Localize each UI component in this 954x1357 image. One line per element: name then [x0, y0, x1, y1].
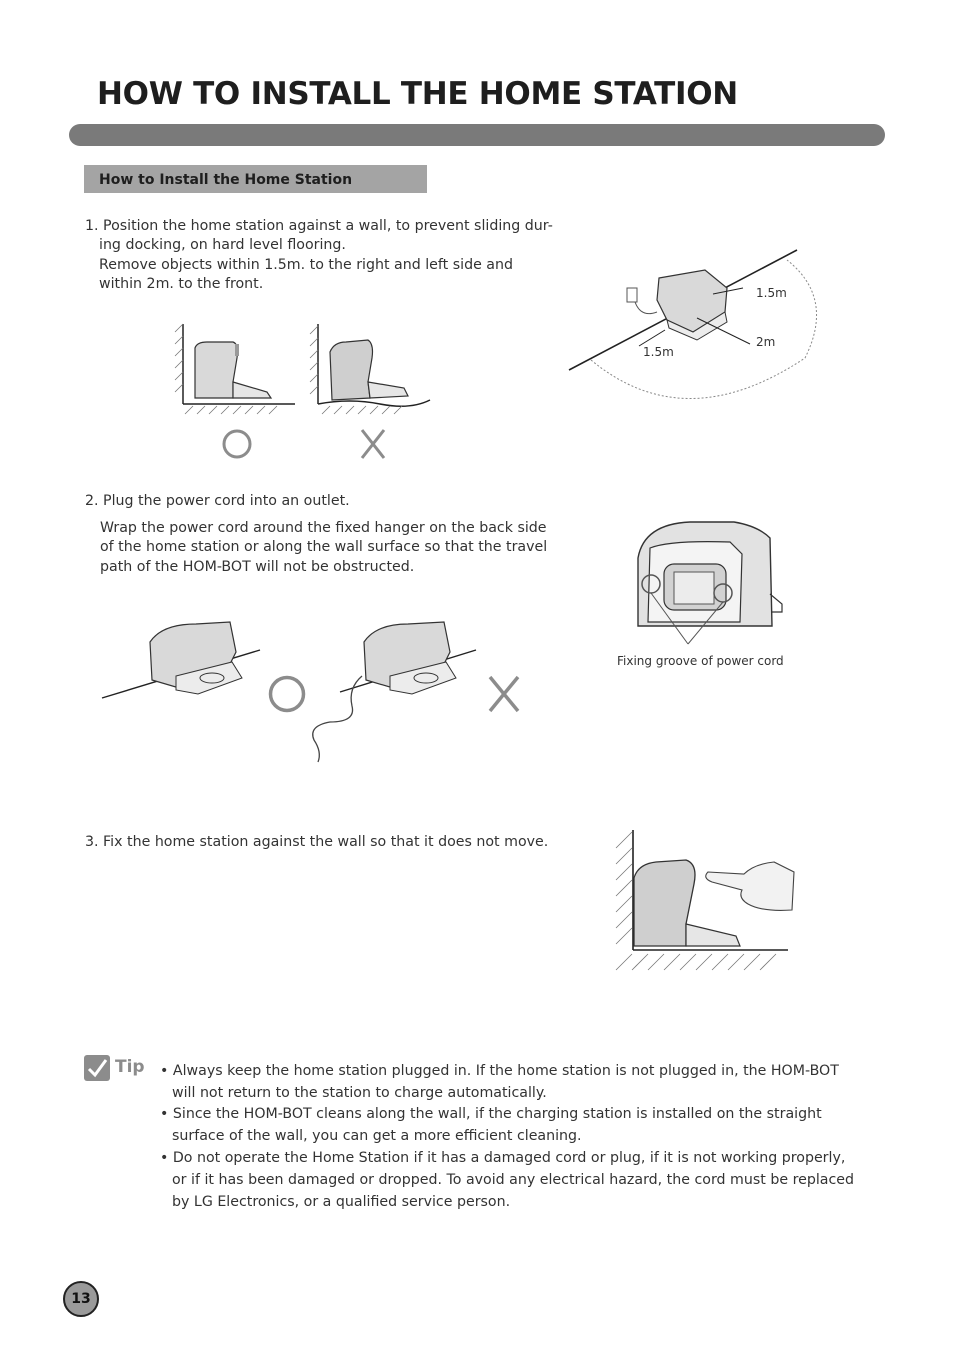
- section-heading: How to Install the Home Station: [99, 172, 353, 188]
- step1-line-2: ing docking, on hard level flooring.: [99, 237, 346, 253]
- tip-bullet-1-line-1: • Always keep the home station plugged in. If the home station is not plugged in, the HOM-BOT: [160, 1063, 839, 1079]
- cord-loose-illustration: [300, 618, 480, 766]
- station-on-flat-floor-illustration: [175, 318, 295, 418]
- tip-label: Tip: [115, 1057, 145, 1077]
- tip-checkmark-icon: [84, 1055, 110, 1081]
- step2-line-3: of the home station or along the wall surface so that the travel: [100, 539, 548, 555]
- distance-left-label: 1.5m: [643, 345, 674, 359]
- step1-line-4: within 2m. to the front.: [99, 276, 264, 292]
- correct-mark-icon: [268, 675, 306, 713]
- wrong-mark-icon: [360, 428, 386, 460]
- step1-line-1: 1. Position the home station against a wall, to prevent sliding dur-: [85, 218, 553, 234]
- step2-line-1: 2. Plug the power cord into an outlet.: [85, 493, 350, 509]
- fix-station-against-wall-illustration: [612, 828, 797, 974]
- step1-line-3: Remove objects within 1.5m. to the right and left side and: [99, 257, 513, 273]
- step2-line-4: path of the HOM-BOT will not be obstructed.: [100, 559, 415, 575]
- tip-bullet-3-line-2: or if it has been damaged or dropped. To avoid any electrical hazard, the cord must be replaced: [172, 1172, 854, 1188]
- tip-bullet-2-line-2: surface of the wall, you can get a more efficient cleaning.: [172, 1128, 582, 1144]
- distance-front-label: 2m: [756, 335, 776, 349]
- station-on-uneven-floor-illustration: [310, 322, 432, 422]
- tip-bullet-3-line-1: • Do not operate the Home Station if it has a damaged cord or plug, if it is not working properly,: [160, 1150, 846, 1166]
- page-number: 13: [71, 1291, 91, 1307]
- power-cord-groove-caption: Fixing groove of power cord: [617, 654, 784, 668]
- title-underline-bar: [69, 124, 885, 146]
- tip-bullet-3-line-3: by LG Electronics, or a qualified service person.: [172, 1194, 511, 1210]
- step2-line-2: Wrap the power cord around the fixed hanger on the back side: [100, 520, 547, 536]
- tip-bullet-1-line-2: will not return to the station to charge automatically.: [172, 1085, 547, 1101]
- wrong-mark-icon: [488, 675, 520, 713]
- correct-mark-icon: [222, 429, 252, 459]
- tip-bullet-2-line-1: • Since the HOM-BOT cleans along the wall, if the charging station is installed on the straight: [160, 1106, 822, 1122]
- step3-line: 3. Fix the home station against the wall so that it does not move.: [85, 834, 549, 850]
- cord-along-wall-illustration: [100, 618, 262, 704]
- distance-right-label: 1.5m: [756, 286, 787, 300]
- clearance-diagram: [565, 248, 830, 418]
- page-title: HOW TO INSTALL THE HOME STATION: [97, 76, 738, 112]
- station-back-view-illustration: [630, 518, 790, 638]
